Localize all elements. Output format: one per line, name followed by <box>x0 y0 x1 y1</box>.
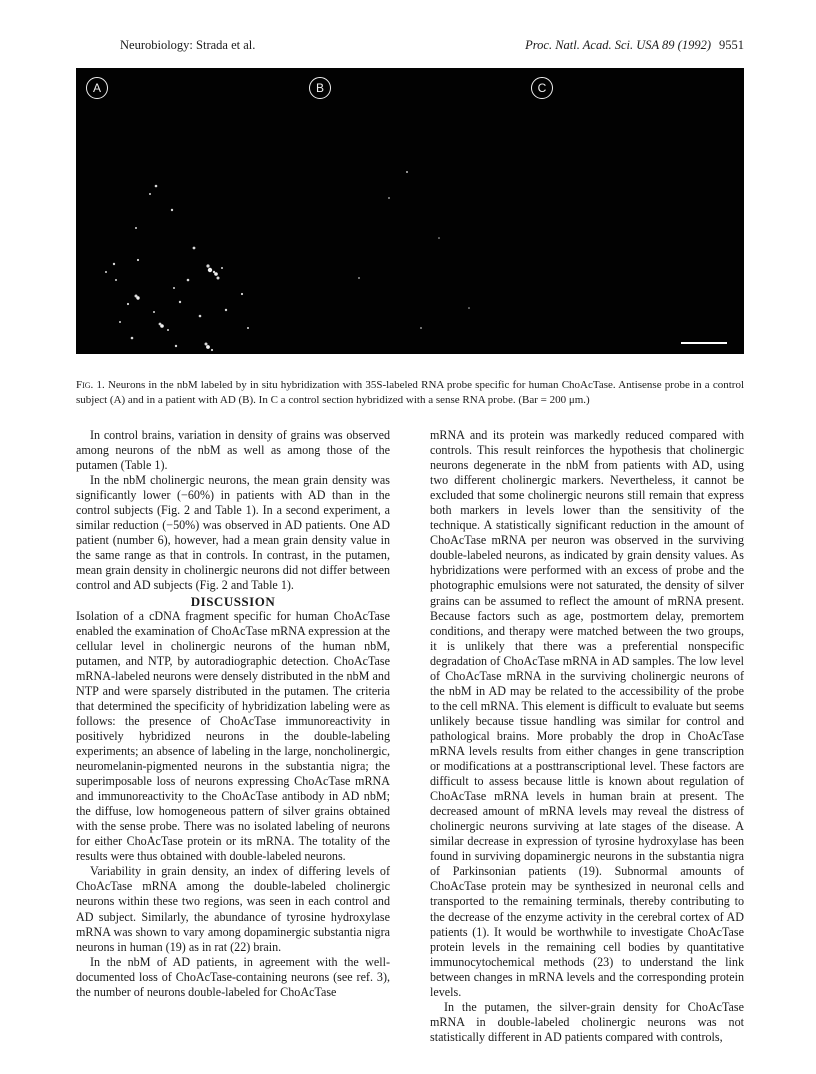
figure-1 <box>76 68 744 354</box>
paragraph: In the putamen, the silver-grain density for ChoAcTase mRNA in double-labeled cholinergic neurons was not statistically different in AD patients compared with controls, <box>430 999 744 1044</box>
header-journal-page <box>525 38 744 53</box>
micrograph-b <box>299 68 521 354</box>
paragraph: In control brains, variation in density of grains was observed among neurons of the nbM as well as among those of the putamen (Table 1). <box>76 428 390 473</box>
header-journal: Proc. Natl. Acad. Sci. USA 89 (1992) <box>525 38 711 52</box>
scale-bar <box>681 342 727 344</box>
right-column <box>430 428 744 1045</box>
paragraph: In the nbM of AD patients, in agreement with the well-documented loss of ChoAcTase-containing neurons (see ref. 3), the number of neurons double-labeled for ChoAcTase <box>76 954 390 999</box>
header-section-authors: Neurobiology: Strada et al. <box>120 38 256 52</box>
section-heading-discussion: DISCUSSION <box>190 593 276 609</box>
paragraph: Isolation of a cDNA fragment specific for human ChoAcTase enabled the examination of ChoAcTase mRNA expression at the cellular level in cholinergic neurons of the human nbM, putamen, and NTP, by autoradiographic detection. ChoAcTase mRNA-labeled neurons were densely distributed in the nbM and NTP and were sparsely distributed in the putamen. The criteria that determined the specificity of hybridization labeling were as follows: the presence of ChoAcTase immunoreactivity in positively hybridized neurons in the double-labeling experiments; an absence of labeling in the large, noncholinergic, neuromelanin-pigmented neurons in the substantia nigra; the superimposable loss of neurons expressing ChoAcTase mRNA and immunoreactivity to the ChoAcTase antibody in AD nbM; the diffuse, low homogeneous pattern of silver grains obtained with the sense probe. There was no isolated labeling of neurons for either ChoAcTase protein or its mRNA. The totality of the results were thus obtained with double-labeled neurons. <box>76 608 390 864</box>
micrograph-a <box>76 68 299 354</box>
paragraph: In the nbM cholinergic neurons, the mean grain density was significantly lower (−60%) in patients with AD than in the control subjects (Fig. 2 and Table 1). In a second experiment, a similar reduction (−50%) was observed in AD patients. One AD patient (number 6), however, had a mean grain density value in the same range as that in controls. In contrast, in the putamen, mean grain density in cholinergic neurons did not differ between control and AD subjects (Fig. 2 and Table 1). <box>76 473 390 593</box>
paragraph: Variability in grain density, an index of differing levels of ChoAcTase mRNA among the double-labeled cholinergic neurons within these two regions, was seen in each control and AD subject. Similarly, the abundance of tyrosine hydroxylase mRNA was shown to vary among dopaminergic substantia nigra neurons in human (19) as in rat (22) brain. <box>76 864 390 954</box>
figure-panel-c <box>521 68 744 354</box>
header-page-number: 9551 <box>719 38 744 52</box>
running-header <box>120 38 744 54</box>
panel-label-a: A <box>86 77 108 99</box>
paragraph: mRNA and its protein was markedly reduced compared with controls. This result reinforces the hypothesis that cholinergic neurons degenerate in the nbM from patients with AD, using two different cholinergic markers. Nevertheless, it cannot be excluded that some cholinergic neurons still remain that express both markers in levels lower than the sensitivity of the technique. A statistically significant reduction in the amount of ChoAcTase mRNA per neuron was observed in the surviving double-labeled neurons, as indicated by grain density values. As hybridizations were performed with an excess of probe and the photographic emulsions were not saturated, the density of silver grains can be assumed to reflect the amount of mRNA present. Because factors such as age, postmortem delay, premortem conditions, and therapy were matched between the two groups, it is unlikely that there was a preferential nonspecific degradation of ChoAcTase mRNA in AD samples. The low level of ChoAcTase mRNA in the surviving cholinergic neurons of the nbM in AD may be related to the accessibility of the probe to the cell mRNA. This element is difficult to evaluate but seems unlikely because tissue handling was similar for control and pathological brains. More probably the drop in ChoAcTase mRNA levels results from either changes in gene transcription or modifications at a posttranscriptional level. These factors are difficult to assess because little is known about regulation of ChoAcTase mRNA levels in human brain at present. The decreased amount of mRNA levels may reveal the distress of cholinergic neurons surviving at late stages of the disease. A similar decrease in expression of tyrosine hydroxylase has been found in surviving dopaminergic neurons in the substantia nigra of Parkinsonian patients (19). Subnormal amounts of ChoAcTase protein may be synthesized in neuronal cells and transported to the remaining terminals, thereby contributing to the decrease of the enzyme activity in the cerebral cortex of AD patients (1). It would be worthwhile to investigate ChoAcTase protein levels in the remaining cell bodies by quantitative immunocytochemical methods (23) to understand the link between changes in mRNA levels and the corresponding protein levels. <box>430 428 744 999</box>
panel-label-c: C <box>531 77 553 99</box>
figure-caption-text: Neurons in the nbM labeled by in situ hybridization with 35S-labeled RNA probe specific for human ChoAcTase. Antisense probe in a control subject (A) and in a patient with AD (B). In C a control section hybridized with a sense RNA probe. (Bar = 200 μm.) <box>76 379 745 406</box>
left-column <box>76 428 390 1000</box>
figure-panel-a <box>76 68 299 354</box>
panel-label-b: B <box>309 77 331 99</box>
micrograph-c <box>521 68 744 354</box>
figure-panel-b <box>299 68 521 354</box>
figure-caption-label: Fig. 1. <box>76 379 105 391</box>
figure-caption <box>76 378 744 407</box>
